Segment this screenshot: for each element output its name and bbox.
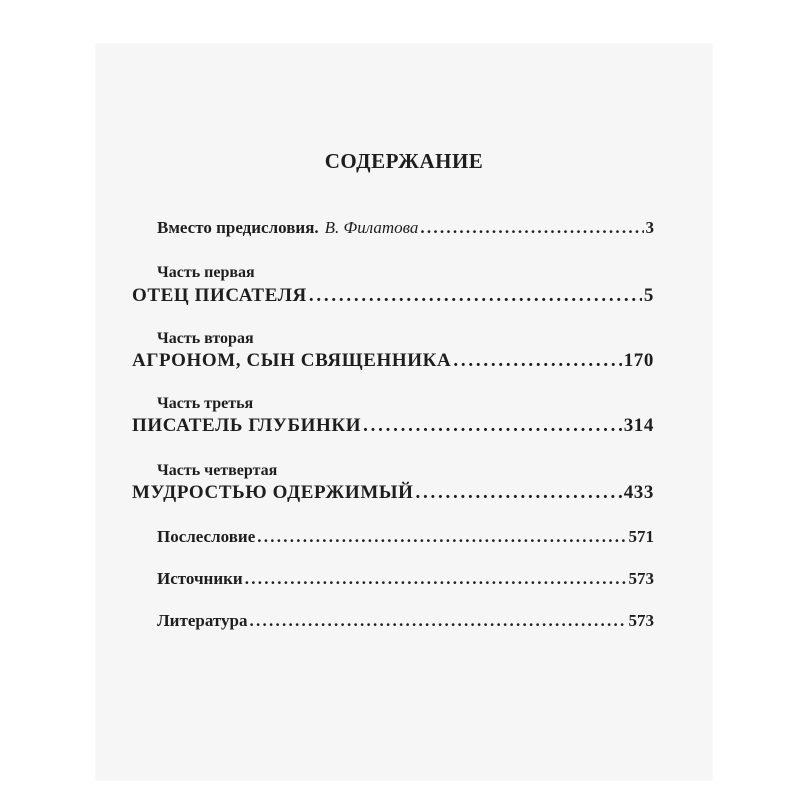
toc-entry-literature bbox=[157, 611, 654, 631]
page-number: 573 bbox=[628, 611, 654, 630]
page-number: 573 bbox=[628, 569, 654, 588]
toc-title: СОДЕРЖАНИЕ bbox=[324, 149, 484, 173]
toc-entry-part-4 bbox=[132, 482, 654, 504]
toc-entry-sources bbox=[157, 569, 654, 589]
page-number: 170 bbox=[623, 350, 654, 371]
dot-leader bbox=[420, 218, 643, 238]
part-label: Часть четвертая bbox=[157, 462, 278, 479]
dot-leader bbox=[249, 611, 626, 631]
toc-entry-part-3 bbox=[132, 415, 654, 437]
page-number: 433 bbox=[623, 482, 654, 503]
entry-label: Литература bbox=[157, 611, 248, 630]
dot-leader bbox=[257, 527, 626, 547]
toc-entry-part-2 bbox=[132, 350, 654, 372]
entry-title: АГРОНОМ, СЫН СВЯЩЕННИКА bbox=[132, 350, 452, 371]
dot-leader bbox=[363, 415, 622, 437]
entry-author: В. Филатова bbox=[324, 218, 419, 237]
page-number: 3 bbox=[645, 218, 654, 237]
page-number: 571 bbox=[628, 527, 654, 546]
toc-entry-afterword bbox=[157, 527, 654, 547]
dot-leader bbox=[453, 350, 621, 372]
part-label: Часть третья bbox=[157, 395, 254, 412]
toc-entry-part-1 bbox=[132, 285, 654, 307]
dot-leader bbox=[309, 285, 642, 307]
entry-title: МУДРОСТЬЮ ОДЕРЖИМЫЙ bbox=[132, 482, 414, 503]
entry-label: Вместо предисловия. bbox=[157, 218, 319, 237]
dot-leader bbox=[245, 569, 627, 589]
entry-label: Послесловие bbox=[157, 527, 256, 546]
page-number: 314 bbox=[623, 415, 654, 436]
entry-title: ОТЕЦ ПИСАТЕЛЯ bbox=[132, 285, 307, 306]
part-label: Часть первая bbox=[157, 264, 255, 281]
part-label: Часть вторая bbox=[157, 330, 254, 347]
page-number: 5 bbox=[643, 285, 654, 306]
table-of-contents bbox=[96, 44, 712, 780]
book-page bbox=[96, 44, 712, 780]
entry-title: ПИСАТЕЛЬ ГЛУБИНКИ bbox=[132, 415, 362, 436]
entry-label: Источники bbox=[157, 569, 243, 588]
dot-leader bbox=[415, 482, 621, 504]
toc-entry-preface bbox=[157, 218, 654, 238]
